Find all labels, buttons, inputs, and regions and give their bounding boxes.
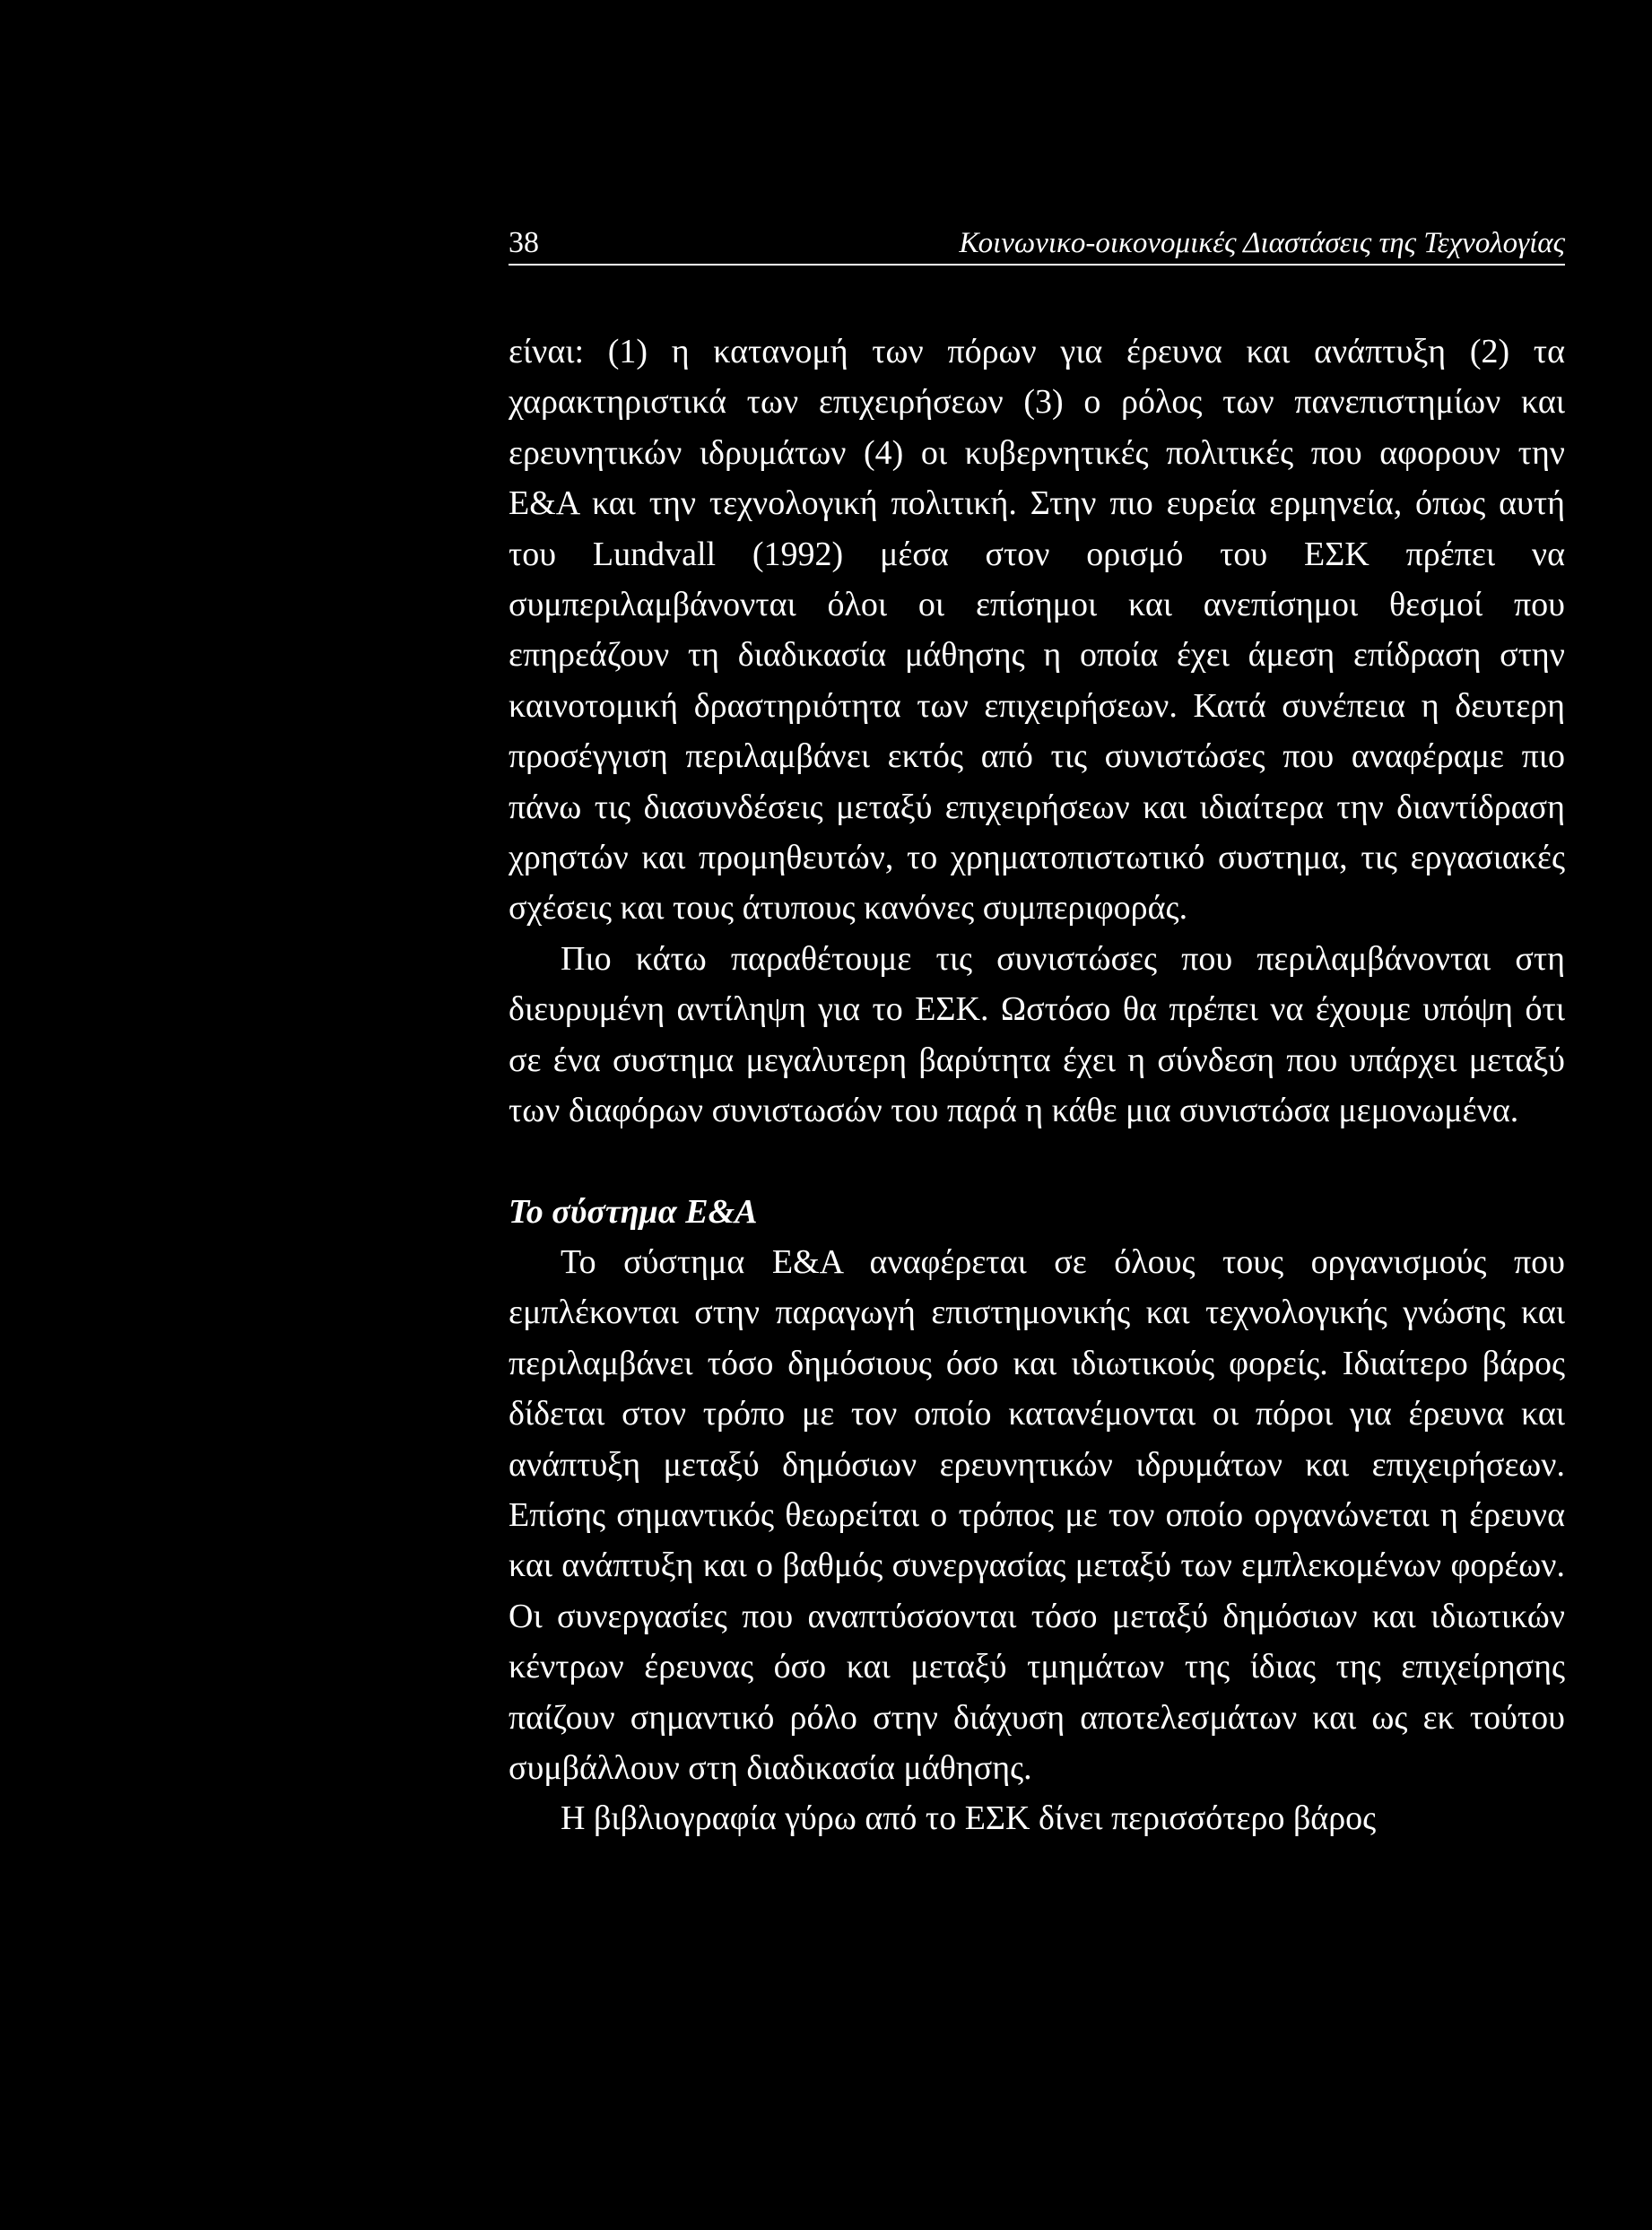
running-title: Κοινωνικο-οικονομικές Διαστάσεις της Τεχνολογίας <box>959 227 1565 259</box>
paragraph-1: είναι: (1) η κατανομή των πόρων για έρευνα και ανάπτυξη (2) τα χαρακτηριστικά των επιχειρήσεων (3) ο ρόλος των πανεπιστημίων και ερευνητικών ιδρυμάτων (4) οι κυβερνητικές πολιτικές που αφορουν την Ε&Α και την τεχνολογική πολιτική. Στην πιο ευρεία ερμηνεία, όπως αυτή του Lundvall (1992) μέσα στον ορισμό του ΕΣΚ πρέπει να συμπεριλαμβάνονται όλοι οι επίσημοι και ανεπίσημοι θεσμοί που επηρεάζουν τη διαδικασία μάθησης η οποία έχει άμεση επίδραση στην καινοτομική δραστηριότητα των επιχειρήσεων. Κατά συνέπεια η δευτερη προσέγγιση περιλαμβάνει εκτός από τις συνιστώσες που αναφέραμε πιο πάνω τις διασυνδέσεις μεταξύ επιχειρήσεων και ιδιαίτερα την διαντίδραση χρηστών και προμηθευτών, το χρηματοπιστωτικό συστημα, τις εργασιακές σχέσεις και τους άτυπους κανόνες συμπεριφοράς. <box>509 333 1565 928</box>
paragraph-4: Η βιβλιογραφία γύρω από το ΕΣΚ δίνει περισσότερο βάρος <box>561 1799 1377 1838</box>
page-number: 38 <box>509 226 539 259</box>
book-page <box>509 222 1565 1844</box>
body-text <box>509 327 1565 1844</box>
paragraph-2: Πιο κάτω παραθέτουμε τις συνιστώσες που περιλαμβάνονται στη διευρυμένη αντίληψη για το ΕΣΚ. Ωστόσο θα πρέπει να έχουμε υπόψη ότι σε ένα συστημα μεγαλυτερη βαρύτητα έχει η σύνδεση που υπάρχει μεταξύ των διαφόρων συνιστωσών του παρά η κάθε μια συνιστώσα μεμονωμένα. <box>509 939 1565 1130</box>
paragraph-3: Το σύστημα Ε&Α αναφέρεται σε όλους τους οργανισμούς που εμπλέκονται στην παραγωγή επιστημονικής και τεχνολογικής γνώσης και περιλαμβάνει τόσο δημόσιους όσο και ιδιωτικούς φορείς. Ιδιαίτερο βάρος δίδεται στον τρόπο με τον οποίο κατανέμονται οι πόροι για έρευνα και ανάπτυξη μεταξύ δημόσιων ερευνητικών ιδρυμάτων και επιχειρήσεων. Επίσης σημαντικός θεωρείται ο τρόπος με τον οποίο οργανώνεται η έρευνα και ανάπτυξη και ο βαθμός συνεργασίας μεταξύ των εμπλεκομένων φορέων. Οι συνεργασίες που αναπτύσσονται τόσο μεταξύ δημόσιων και ιδιωτικών κέντρων έρευνας όσο και μεταξύ τμημάτων της ίδιας της επιχείρησης παίζουν σημαντικό ρόλο στην διάχυση αποτελεσμάτων και ως εκ τούτου συμβάλλουν στη διαδικασία μάθησης. <box>509 1242 1565 1787</box>
section-heading: Το σύστημα Ε&Α <box>509 1192 758 1231</box>
page-header <box>509 222 1565 266</box>
